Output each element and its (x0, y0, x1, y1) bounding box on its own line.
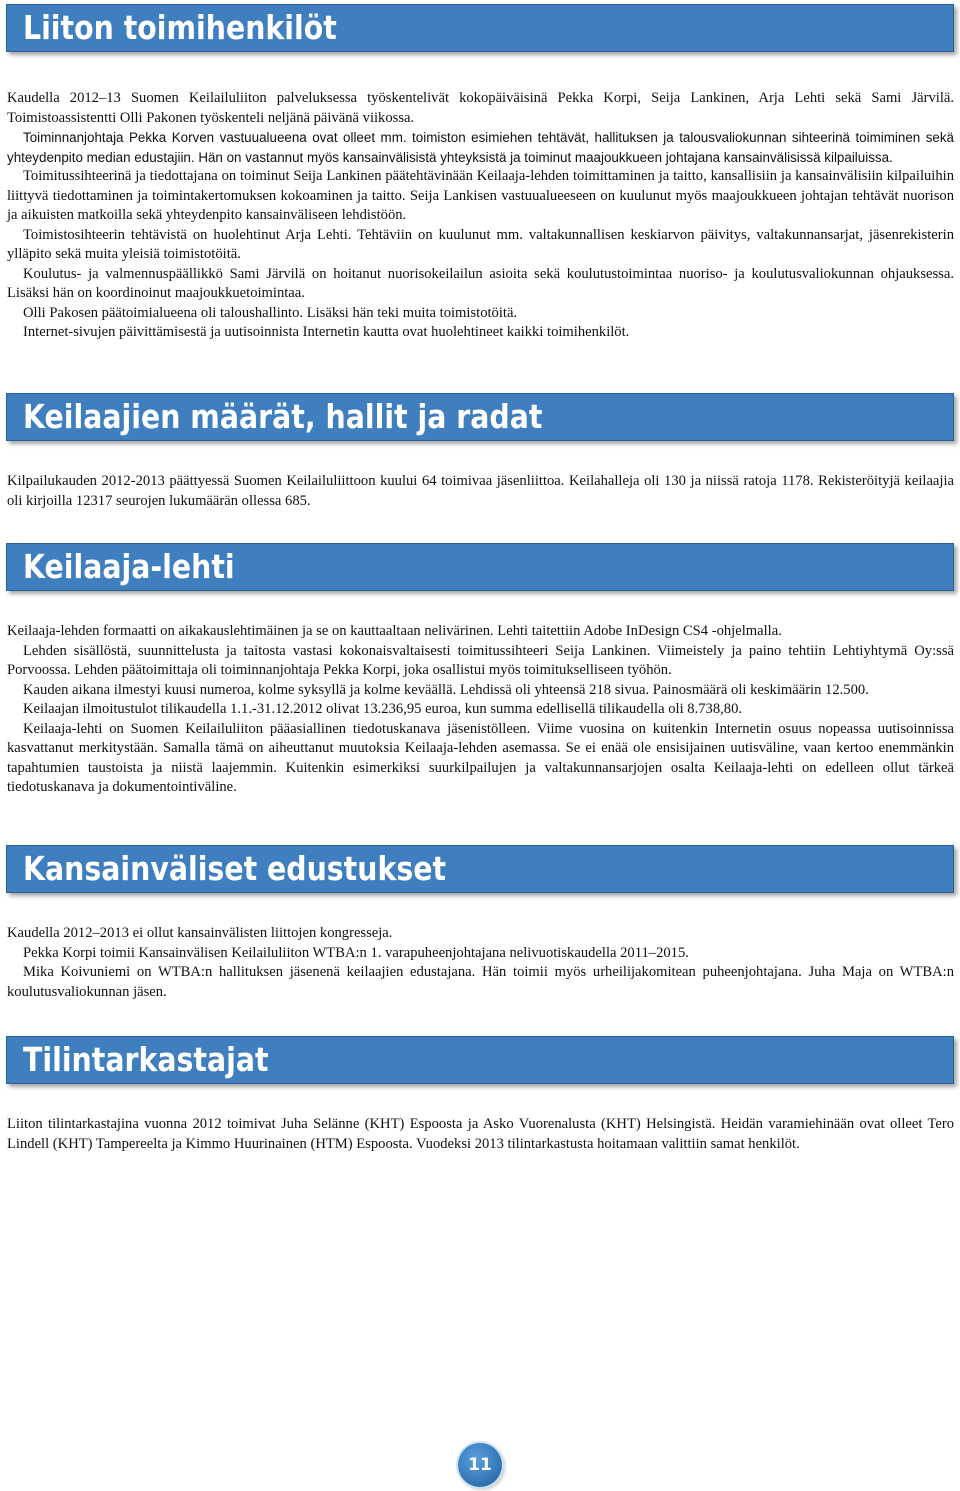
paragraph: Keilaaja-lehti on Suomen Keilailuliiton pääasiallinen tiedotuskanava jäsenistölleen. Viime vuosina on kuitenkin Internetin osuus nopeassa uutisoinnissa kasvattanut merkitystään. Samalla tämä on aiheuttanut muutoksia Keilaaja-lehden asemassa. Se ei enää ole ensisijainen uutisväline, vaan kertoo enemmänkin tapahtumien taustoista ja niistä laajemmin. Kuitenkin esimerkiksi suurkilpailujen ja valtakunnansarjojen osalta Keilaaja-lehti on edelleen ollut tärkeä tiedotuskanava ja dokumentointiväline. (7, 720, 954, 795)
section-title: Kansainväliset edustukset (23, 849, 447, 888)
paragraph: Toimistosihteerin tehtävistä on huolehtinut Arja Lehti. Tehtäviin on kuulunut mm. valtakunnallisen keskiarvon päivitys, valtakunnansarjat, jäsenrekisterin ylläpito sekä muita yleisiä toimistotöitä. (7, 226, 954, 262)
section-title: Keilaaja-lehti (23, 547, 235, 586)
section-banner (6, 393, 954, 441)
page-number: 11 (468, 1455, 492, 1475)
paragraph: Liiton tilintarkastajina vuonna 2012 toimivat Juha Selänne (KHT) Espoosta ja Asko Vuorenalusta (KHT) Helsingistä. Heidän varamiehinään ovat olleet Tero Lindell (KHT) Tampereelta ja Kimmo Huurinainen (HTM) Espoosta. Vuodeksi 2013 tilintarkastusta hoitamaan valittiin samat henkilöt. (7, 1116, 954, 1152)
section-body (7, 1115, 954, 1154)
section-kansainvaliset (0, 845, 960, 1002)
section-body (7, 472, 954, 511)
section-banner (6, 543, 954, 591)
paragraph: Toimitussihteerinä ja tiedottajana on toiminut Seija Lankinen päätehtävinään Keilaaja-lehden toimittaminen ja taitto, kansallisiin ja kansainvälisiin kilpailuihin liittyvä tiedottaminen ja toimintakertomuksen kokoaminen ja taitto. Seija Lankisen vastuualueeseen on kuulunut myös maajoukkueen johtajan tehtävät nuorison ja aikuisten matkoilla sekä yhteydenpito kansainväliseen lehdistöön. (7, 168, 954, 223)
section-keilaajien-maarat (0, 393, 960, 511)
paragraph: Toiminnanjohtaja Pekka Korven vastuualueena ovat olleet mm. toimiston esimiehen tehtävät, hallituksen ja talousvaliokunnan sihteerinä toimiminen sekä yhteydenpito median edustajiin. Hän on vastannut myös kansainvälisistä yhteyksistä ja toiminut maajoukkueen johtajana kansainvälisissä kilpailuissa. (7, 130, 954, 165)
paragraph: Koulutus- ja valmennuspäällikkö Sami Järvilä on hoitanut nuorisokeilailun asioita sekä koulutustoimintaa nuoriso- ja koulutusvaliokunnan ohjauksessa. Lisäksi hän on koordinoinut maajoukkuetoimintaa. (7, 265, 954, 301)
section-banner (6, 845, 954, 893)
section-body (7, 89, 954, 343)
paragraph: Mika Koivuniemi on WTBA:n hallituksen jäsenenä keilaajien edustajana. Hän toimii myös urheilijakomitean puheenjohtajana. Juha Maja on WTBA:n koulutusvaliokunnan jäsen. (7, 964, 954, 1000)
section-tilintarkastajat (0, 1036, 960, 1154)
section-title: Keilaajien määrät, hallit ja radat (23, 397, 543, 436)
paragraph: Kaudella 2012–13 Suomen Keilailuliiton palveluksessa työskentelivät kokopäiväisinä Pekka Korpi, Seija Lankinen, Arja Lehti sekä Sami Järvilä. Toimistoassistentti Olli Pakonen työskenteli neljänä päivänä viikossa. (7, 90, 954, 126)
paragraph: Pekka Korpi toimii Kansainvälisen Keilailuliiton WTBA:n 1. varapuheenjohtajana nelivuotiskaudella 2011–2015. (23, 944, 689, 961)
paragraph: Olli Pakosen päätoimialueena oli taloushallinto. Lisäksi hän teki muita toimistotöitä. (23, 304, 518, 321)
section-banner (6, 1036, 954, 1084)
section-body (7, 622, 954, 798)
section-title: Tilintarkastajat (23, 1040, 269, 1079)
section-banner (6, 4, 954, 52)
page-number-badge (458, 1443, 502, 1487)
paragraph: Kaudella 2012–2013 ei ollut kansainvälisten liittojen kongresseja. (7, 925, 393, 941)
section-keilaaja-lehti (0, 543, 960, 798)
paragraph: Kauden aikana ilmestyi kuusi numeroa, kolme syksyllä ja kolme keväällä. Lehdissä oli yhteensä 218 sivua. Painosmäärä oli keskimäärin 12.500. (23, 681, 869, 698)
section-title: Liiton toimihenkilöt (23, 8, 337, 47)
section-body (7, 924, 954, 1002)
paragraph: Lehden sisällöstä, suunnittelusta ja taitosta vastasi kokonaisvaltaisesti toimitussihteeri Seija Lankinen. Viimeistely ja paino tehtiin Lehtiyhtymä Oy:ssä Porvoossa. Lehden päätoimittaja oli toiminnanjohtaja Pekka Korpi, joka osallistui myös toimitukselliseen työhön. (7, 642, 954, 678)
paragraph: Keilaaja-lehden formaatti on aikakauslehtimäinen ja se on kauttaaltaan nelivärinen. Lehti taitettiin Adobe InDesign CS4 -ohjelmalla. (7, 623, 782, 639)
paragraph: Kilpailukauden 2012-2013 päättyessä Suomen Keilailuliittoon kuului 64 toimivaa jäsenliittoa. Keilahalleja oli 130 ja niissä ratoja 1178. Rekisteröityjä keilaajia oli kirjoilla 12317 seurojen lukumäärän ollessa 685. (7, 473, 954, 509)
paragraph: Keilaajan ilmoitustulot tilikaudella 1.1.-31.12.2012 olivat 13.236,95 euroa, kun summa edellisellä tilikaudella oli 8.738,80. (23, 701, 743, 717)
paragraph: Internet-sivujen päivittämisestä ja uutisoinnista Internetin kautta ovat huolehtineet kaikki toimihenkilöt. (23, 324, 630, 340)
section-toimihenkilot (0, 4, 960, 343)
